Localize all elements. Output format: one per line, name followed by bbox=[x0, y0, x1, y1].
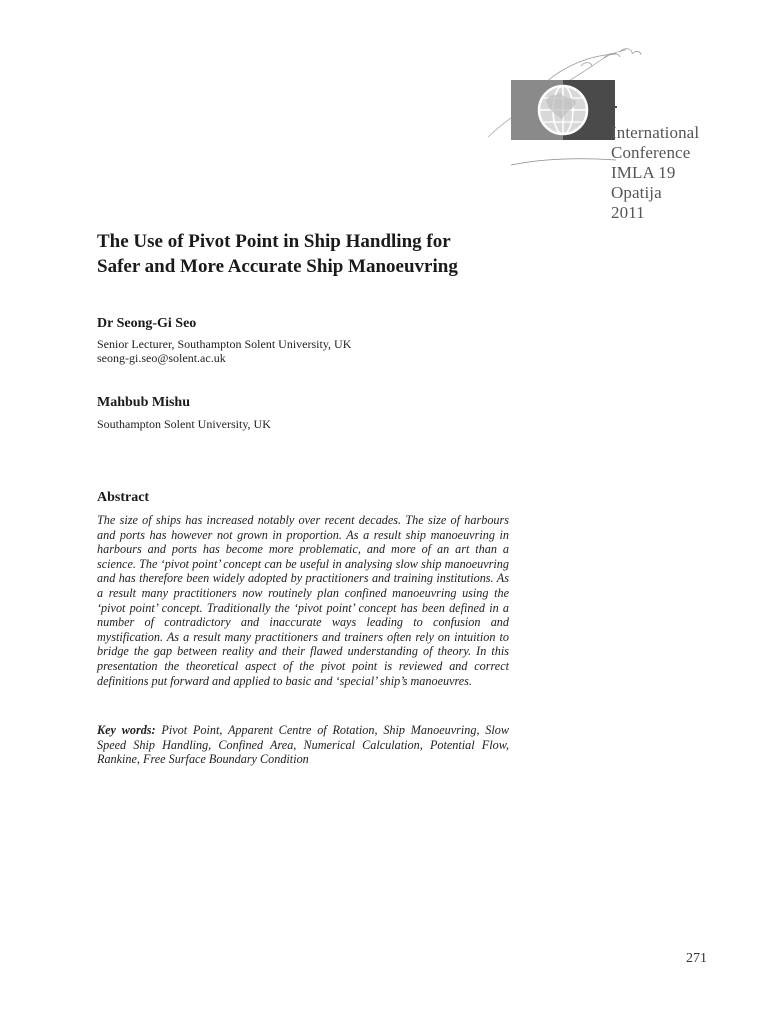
conference-line: 2011 bbox=[611, 203, 645, 222]
title-line: Safer and More Accurate Ship Manoeuvring bbox=[97, 256, 458, 277]
title-line: The Use of Pivot Point in Ship Handling for bbox=[97, 231, 451, 252]
abstract-text: The size of ships has increased notably over recent decades. The size of harbours and ports has however not grown in proportion. As a result ship manoeuvring in harbours and ports has become more problematic, and more of an art than a science. The ‘pivot point’ concept can be useful in analysing slow ship manoeuvring and has therefore been widely adopted by practitioners and training institutions. As a result many practitioners now routinely plan confined manoeuvring using the ‘pivot point’ concept. Traditionally the ‘pivot point’ concept has been defined in a number of contradictory and inaccurate ways leading to confusion and mystification. As a result many practitioners and trainers often rely on intuition to bridge the gap between reality and their flawed understanding of theory. In this presentation the theoretical aspect of the pivot point is reviewed and correct definitions put forward and applied to basic and ‘special’ ship’s manoeuvres. bbox=[97, 513, 509, 688]
author-affiliation: Southampton Solent University, UK bbox=[97, 417, 271, 431]
author-name: Mahbub Mishu bbox=[97, 395, 190, 410]
conference-line: Opatija bbox=[611, 183, 662, 202]
keywords bbox=[97, 723, 509, 767]
paper-title bbox=[97, 229, 597, 279]
conference-name bbox=[611, 123, 761, 223]
conference-line: Conference bbox=[611, 143, 691, 162]
conference-line: International bbox=[611, 123, 700, 142]
keywords-text: Pivot Point, Apparent Centre of Rotation, Ship Manoeuvring, Slow Speed Ship Handling, Confined Area, Numerical Calculation, Potential Flow, Rankine, Free Surface Boundary Condition bbox=[97, 723, 509, 767]
abstract-heading: Abstract bbox=[97, 490, 150, 505]
keywords-label: Key words: bbox=[97, 723, 156, 737]
page-number: 271 bbox=[686, 951, 707, 966]
author-affiliation: Senior Lecturer, Southampton Solent University, UK bbox=[97, 337, 352, 351]
author-email: seong-gi.seo@solent.ac.uk bbox=[97, 351, 226, 365]
author-name: Dr Seong-Gi Seo bbox=[97, 316, 197, 331]
conference-line: IMLA 19 bbox=[611, 163, 676, 182]
